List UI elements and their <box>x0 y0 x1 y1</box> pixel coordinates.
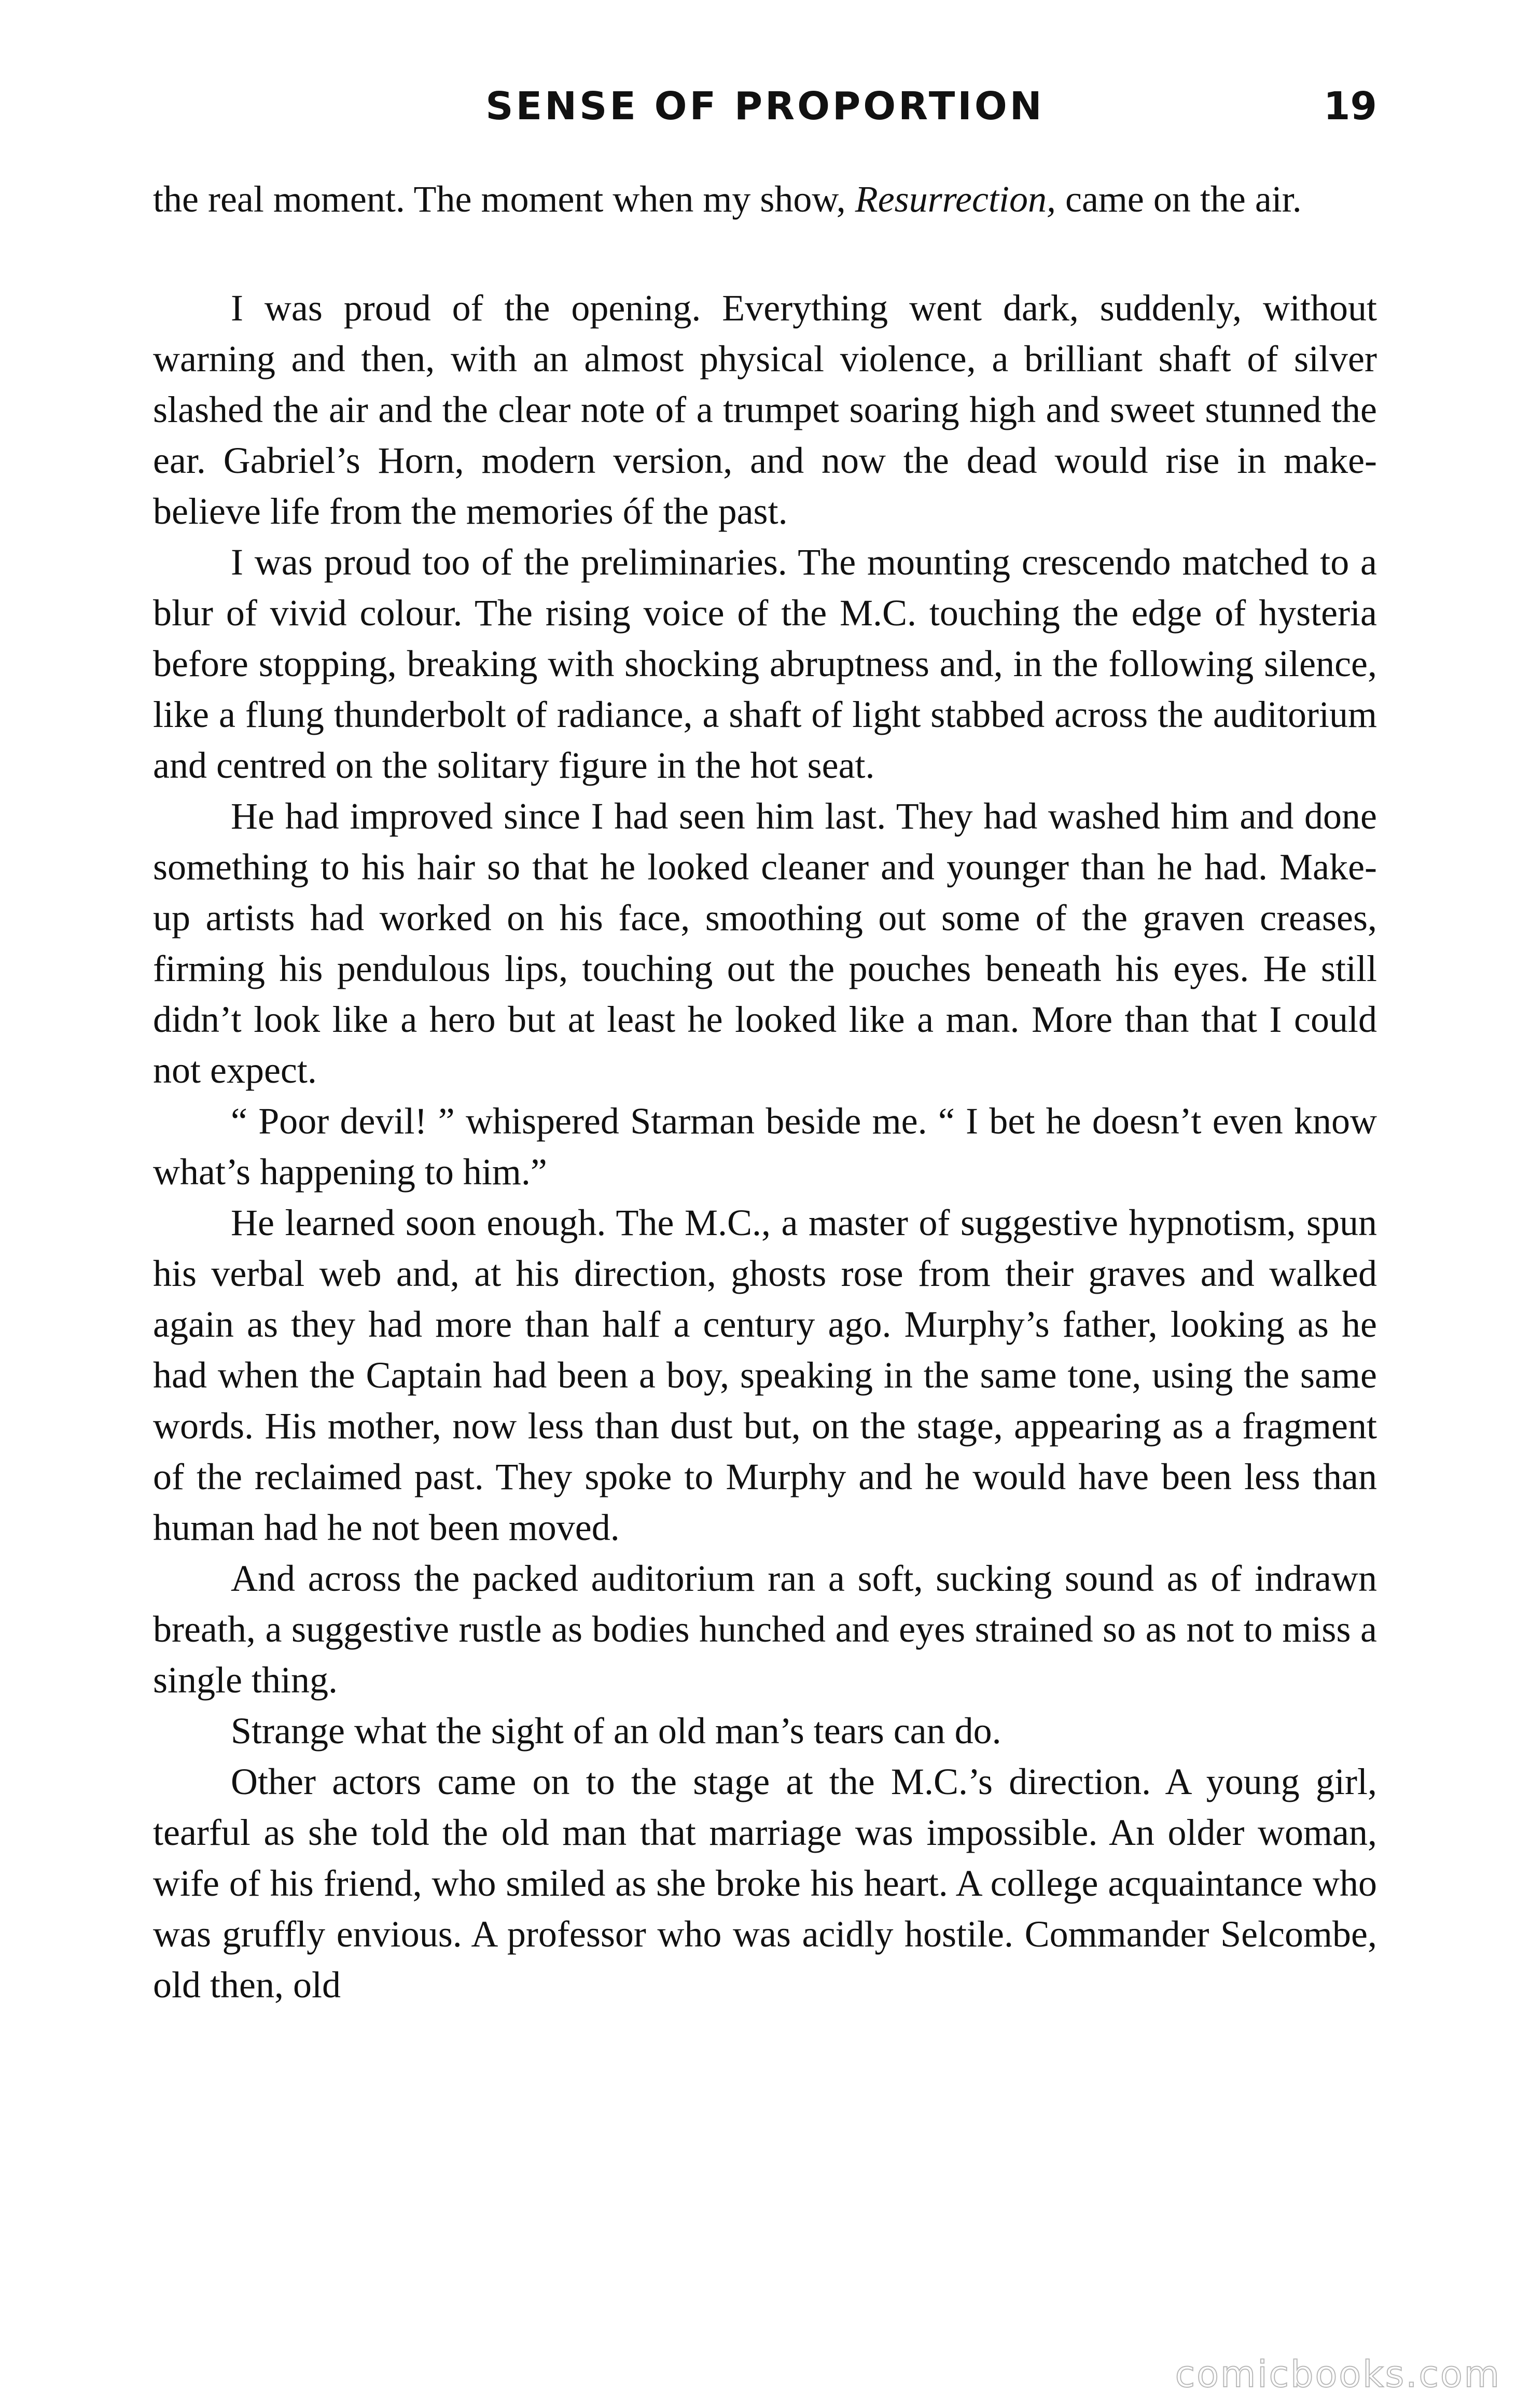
paragraph: Strange what the sight of an old man’s tears can do. <box>231 1710 1001 1752</box>
paragraph: He had improved since I had seen him last. They had washed him and done something to his hair so that he looked cleaner and younger than he had. Make-up artists had worked on his face, smoothing out some of the graven creases, firming his pendulous lips, touching out the pouches beneath his eyes. He still didn’t look like a hero but at least he looked like a man. More than that I could not expect. <box>153 795 1377 1091</box>
running-head <box>153 78 1377 135</box>
paragraph: “ Poor devil! ” whispered Starman beside me. “ I bet he doesn’t even know what’s happening to him.” <box>153 1100 1377 1193</box>
paragraph-text: came on the air. <box>1055 178 1302 220</box>
paragraph: I was proud too of the preliminaries. The mounting crescendo matched to a blur of vivid colour. The rising voice of the M.C. touching the edge of hysteria before stopping, breaking with shocking abruptness and, in the following silence, like a flung thunderbolt of radiance, a shaft of light stabbed across the auditorium and centred on the solitary figure in the hot seat. <box>153 541 1377 786</box>
paragraph: And across the packed auditorium ran a soft, sucking sound as of indrawn breath, a suggestive rustle as bodies hunched and eyes strained so as not to miss a single thing. <box>153 1558 1377 1701</box>
paragraph: Other actors came on to the stage at the M.C.’s direction. A young girl, tearful as she told the old man that marriage was impossible. An older woman, wife of his friend, who smiled as she broke his heart. A college acquaintance who was gruffly envious. A professor who was acidly hostile. Commander Selcombe, old then, old <box>153 1761 1377 2006</box>
page-number: 19 <box>1324 84 1377 129</box>
paragraph: He learned soon enough. The M.C., a master of suggestive hypnotism, spun his verbal web and, at his direction, ghosts rose from their graves and walked again as they had more than half a century ago. Murphy’s father, looking as he had when the Captain had been a boy, speaking in the same tone, using the same words. His mother, now less than dust but, on the stage, appearing as a fragment of the reclaimed past. They spoke to Murphy and he would have been less than human had he not been moved. <box>153 1202 1377 1548</box>
show-title: Resurrection, <box>855 178 1056 220</box>
body-text <box>153 174 1377 2010</box>
paragraph-continuation <box>153 174 1377 225</box>
paragraph: I was proud of the opening. Everything went dark, suddenly, without warning and then, with an almost physical violence, a brilliant shaft of silver slashed the air and the clear note of a trumpet soaring high and sweet stunned the ear. Gabriel’s Horn, modern version, and now the dead would rise in make-believe life from the memories óf the past. <box>153 287 1377 532</box>
watermark: comicbooks.com <box>1175 2353 1501 2396</box>
paragraph-text: the real moment. The moment when my show, <box>153 178 855 220</box>
running-title: SENSE OF PROPORTION <box>485 84 1045 129</box>
